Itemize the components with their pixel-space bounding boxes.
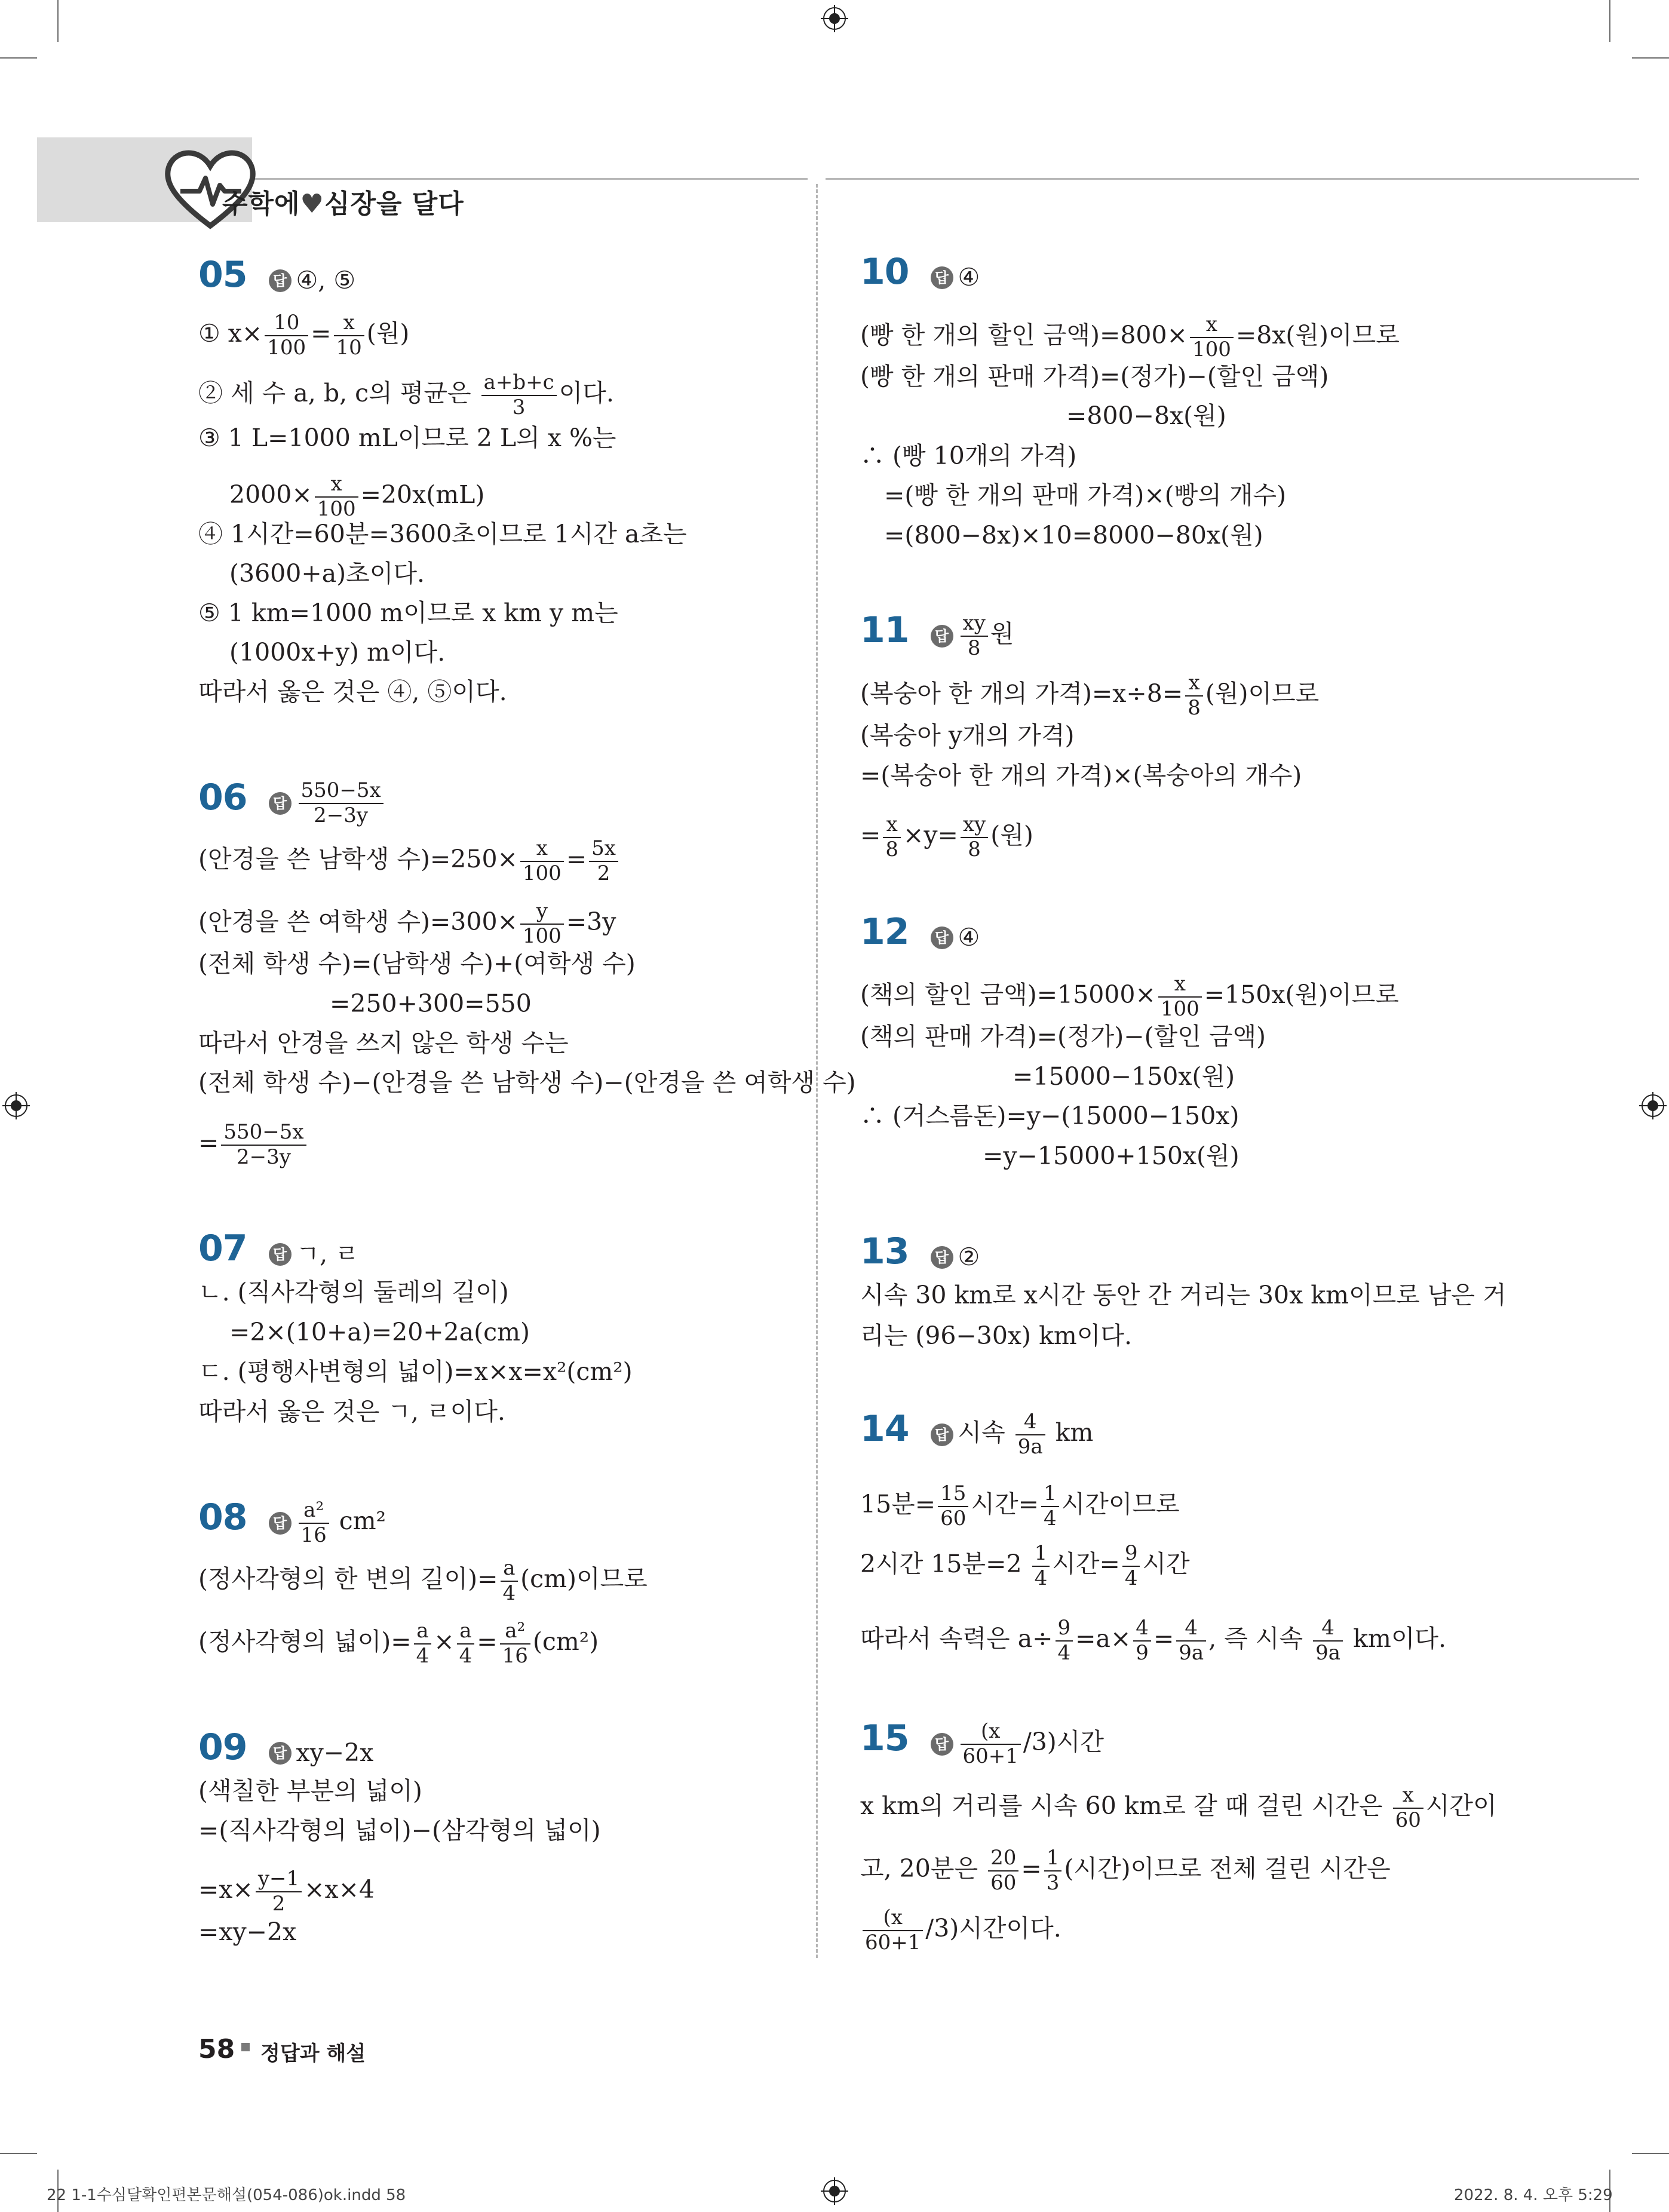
header-rule-left bbox=[252, 178, 808, 180]
footer-title: 정답과 해설 bbox=[260, 2042, 366, 2066]
solution-line: = $\frac{550-5x}{2-3y}$ bbox=[198, 1122, 309, 1168]
answer-icon: 답 bbox=[931, 266, 953, 289]
solution-line: (빵 한 개의 판매 가격)=(정가)−(할인 금액) bbox=[860, 362, 1329, 391]
problem-number: 05 bbox=[198, 254, 247, 296]
solution-line: =xy−2x bbox=[198, 1918, 297, 1946]
registration-mark-bottom bbox=[821, 2177, 848, 2205]
answer-value: ④ bbox=[958, 923, 980, 952]
solution-line: 따라서 안경을 쓰지 않은 학생 수는 bbox=[198, 1029, 569, 1057]
solution-line: ㄴ. (직사각형의 둘레의 길이) bbox=[198, 1278, 509, 1306]
solution-line: =y−15000+150x(원) bbox=[983, 1142, 1240, 1170]
answer-value: $\frac{xy}{8}$ 원 bbox=[958, 619, 1014, 648]
crop-mark bbox=[0, 2153, 37, 2154]
solution-line: 15분= $\frac{15}{60}$ 시간= $\frac{1}{4}$ 시간이므로 bbox=[860, 1481, 1180, 1530]
answer-value: $\frac{(x}{60+1}$ /3)시간 bbox=[958, 1728, 1105, 1756]
problem-number: 15 bbox=[860, 1717, 909, 1759]
crop-mark bbox=[0, 57, 37, 59]
solution-line: (복숭아 한 개의 가격)=x÷8= $\frac{x}{8}$ (원)이므로 bbox=[860, 671, 1320, 720]
solution-line: =2×(10+a)=20+2a(cm) bbox=[229, 1318, 530, 1346]
solution-line: =x× $\frac{y-1}{2}$ ×x×4 bbox=[198, 1867, 375, 1916]
problem-number: 09 bbox=[198, 1726, 247, 1768]
print-file-info: 22 1-1수심달확인편본문해설(054-086)ok.indd 58 bbox=[47, 2186, 406, 2204]
registration-mark-left bbox=[1, 0, 29, 27]
problem-header bbox=[198, 777, 386, 827]
answer-icon: 답 bbox=[269, 269, 292, 292]
answer-icon: 답 bbox=[931, 1246, 953, 1269]
problem-header bbox=[860, 609, 1014, 660]
answer-value: 시속 $\frac{4}{9a}$ km bbox=[958, 1409, 1094, 1459]
registration-mark-right-side bbox=[1639, 1092, 1667, 1119]
solution-line: =800−8x(원) bbox=[1066, 401, 1226, 430]
crop-mark bbox=[1609, 0, 1610, 42]
solution-line: =(빵 한 개의 판매 가격)×(빵의 개수) bbox=[884, 481, 1287, 510]
answer-value: $\frac{\text{a²}}{16}$ cm² bbox=[296, 1507, 386, 1535]
brand-suffix: 심장을 달다 bbox=[324, 189, 464, 219]
solution-line: (1000x+y) m이다. bbox=[229, 638, 446, 667]
solution-line: 따라서 옳은 것은 ㄱ, ㄹ이다. bbox=[198, 1397, 505, 1426]
answer-value: $\frac{550-5x}{2-3y}$ bbox=[296, 787, 386, 815]
answer-value: ④ bbox=[958, 263, 980, 292]
solution-line: 따라서 옳은 것은 ④, ⑤이다. bbox=[198, 677, 507, 706]
brand-title bbox=[222, 182, 464, 220]
brand-heart-icon: ♥ bbox=[300, 189, 324, 219]
solution-line: (안경을 쓴 여학생 수)=300× $\frac{y}{100}$ =3y bbox=[198, 899, 616, 948]
solution-line: 리는 (96−30x) km이다. bbox=[860, 1321, 1133, 1350]
answer-icon: 답 bbox=[931, 1733, 953, 1756]
solution-line: ④ 1시간=60분=3600초이므로 1시간 a초는 bbox=[198, 520, 687, 548]
solution-line: x km의 거리를 시속 60 km로 갈 때 걸린 시간은 $\frac{x}{60}$ 시간이 bbox=[860, 1783, 1497, 1832]
solution-line: 따라서 속력은 a÷ $\frac{9}{4}$ =a× $\frac{4}{9}$ = $\frac{4}{9a}$ , 즉 시속 $\frac{4}{9a}$ km이다. bbox=[860, 1616, 1447, 1665]
solution-line: ⑤ 1 km=1000 m이므로 x km y m는 bbox=[198, 599, 618, 627]
problem-number: 10 bbox=[860, 251, 909, 293]
solution-line: ∴ (빵 10개의 가격) bbox=[860, 441, 1077, 470]
problem-header bbox=[198, 1228, 359, 1269]
solution-line: =15000−150x(원) bbox=[1013, 1062, 1235, 1091]
solution-line: (색칠한 부분의 넓이) bbox=[198, 1777, 422, 1805]
solution-line: =250+300=550 bbox=[330, 989, 532, 1018]
problem-number: 12 bbox=[860, 911, 909, 953]
print-date: 2022. 8. 4. 오후 5:29 bbox=[1454, 2186, 1613, 2204]
problem-header bbox=[860, 911, 980, 953]
answer-value: ④, ⑤ bbox=[296, 266, 356, 294]
page-number: 58 bbox=[198, 2034, 235, 2064]
solution-line: 2000× $\frac{x}{100}$ =20x(mL) bbox=[229, 472, 485, 521]
answer-icon: 답 bbox=[931, 926, 953, 949]
solution-line: (정사각형의 한 변의 길이)= $\frac{a}{4}$ (cm)이므로 bbox=[198, 1556, 648, 1605]
solution-line: ① x× $\frac{10}{100}$ = $\frac{x}{10}$ (원) bbox=[198, 311, 410, 360]
answer-icon: 답 bbox=[269, 1742, 292, 1765]
solution-line: (안경을 쓴 남학생 수)=250× $\frac{x}{100}$ = $\frac{5x}{2}$ bbox=[198, 838, 621, 884]
footer-bullet bbox=[241, 2043, 250, 2051]
problem-number: 14 bbox=[860, 1408, 909, 1450]
solution-line: ㄷ. (평행사변형의 넓이)=x×x=x²(cm²) bbox=[198, 1357, 633, 1386]
solution-line: (정사각형의 넓이)= $\frac{a}{4}$ × $\frac{a}{4}$ = $\frac{\text{a²}}{16}$ (cm²) bbox=[198, 1619, 599, 1668]
solution-line: (책의 할인 금액)=15000× $\frac{x}{100}$ =150x(원)이므로 bbox=[860, 972, 1399, 1021]
problem-header bbox=[860, 1408, 1094, 1459]
problem-header bbox=[860, 1717, 1104, 1768]
solution-line: ③ 1 L=1000 mL이므로 2 L의 x %는 bbox=[198, 424, 616, 452]
answer-value: ② bbox=[958, 1242, 980, 1271]
answer-icon: 답 bbox=[269, 1512, 292, 1535]
problem-number: 06 bbox=[198, 777, 247, 818]
problem-header bbox=[860, 1231, 980, 1272]
solution-line: =(800−8x)×10=8000−80x(원) bbox=[884, 521, 1263, 550]
solution-line: $\frac{(x}{60+1}$ /3)시간이다. bbox=[860, 1907, 1061, 1953]
solution-line: (빵 한 개의 할인 금액)=800× $\frac{x}{100}$ =8x(원)이므로 bbox=[860, 312, 1400, 361]
crop-mark bbox=[1632, 57, 1669, 59]
problem-header bbox=[198, 254, 356, 296]
solution-line: 2시간 15분=2 $\frac{1}{4}$ 시간= $\frac{9}{4}$ 시간 bbox=[860, 1541, 1190, 1590]
solution-line: (3600+a)초이다. bbox=[229, 559, 425, 588]
problem-header bbox=[198, 1726, 374, 1768]
answer-icon: 답 bbox=[269, 792, 292, 815]
problem-number: 13 bbox=[860, 1231, 909, 1272]
problem-header bbox=[860, 251, 980, 293]
solution-line: =(직사각형의 넓이)−(삼각형의 넓이) bbox=[198, 1816, 601, 1845]
solution-line: (책의 판매 가격)=(정가)−(할인 금액) bbox=[860, 1022, 1266, 1051]
solution-line: 고, 20분은 $\frac{20}{60}$ = $\frac{1}{3}$ (시간)이므로 전체 걸린 시간은 bbox=[860, 1846, 1391, 1895]
registration-mark-top bbox=[821, 5, 848, 32]
solution-line: ∴ (거스름돈)=y−(15000−150x) bbox=[860, 1102, 1240, 1130]
registration-mark-left-side bbox=[2, 1092, 30, 1119]
problem-number: 08 bbox=[198, 1496, 247, 1538]
solution-line: (전체 학생 수)−(안경을 쓴 남학생 수)−(안경을 쓴 여학생 수) bbox=[198, 1068, 856, 1097]
problem-header bbox=[198, 1496, 386, 1547]
crop-mark bbox=[57, 0, 59, 42]
crop-mark bbox=[1632, 2153, 1669, 2154]
brand-prefix: 수학에 bbox=[222, 189, 300, 219]
answer-value: xy−2x bbox=[296, 1738, 374, 1767]
header-rule-right bbox=[826, 178, 1639, 180]
solution-line: ② 세 수 a, b, c의 평균은 $\frac{a+b+c}{3}$ 이다. bbox=[198, 370, 614, 419]
solution-line: (전체 학생 수)=(남학생 수)+(여학생 수) bbox=[198, 949, 636, 978]
solution-line: (복숭아 y개의 가격) bbox=[860, 721, 1075, 750]
solution-line: =(복숭아 한 개의 가격)×(복숭아의 개수) bbox=[860, 761, 1302, 790]
answer-icon: 답 bbox=[931, 1423, 953, 1446]
solution-line: 시속 30 km로 x시간 동안 간 거리는 30x km이므로 남은 거 bbox=[860, 1281, 1507, 1309]
problem-number: 11 bbox=[860, 609, 909, 651]
answer-value: ㄱ, ㄹ bbox=[296, 1240, 359, 1268]
answer-icon: 답 bbox=[269, 1243, 292, 1266]
problem-number: 07 bbox=[198, 1228, 247, 1269]
answer-icon: 답 bbox=[931, 625, 953, 648]
solution-line: = $\frac{x}{8}$ ×y= $\frac{xy}{8}$ (원) bbox=[860, 812, 1033, 861]
